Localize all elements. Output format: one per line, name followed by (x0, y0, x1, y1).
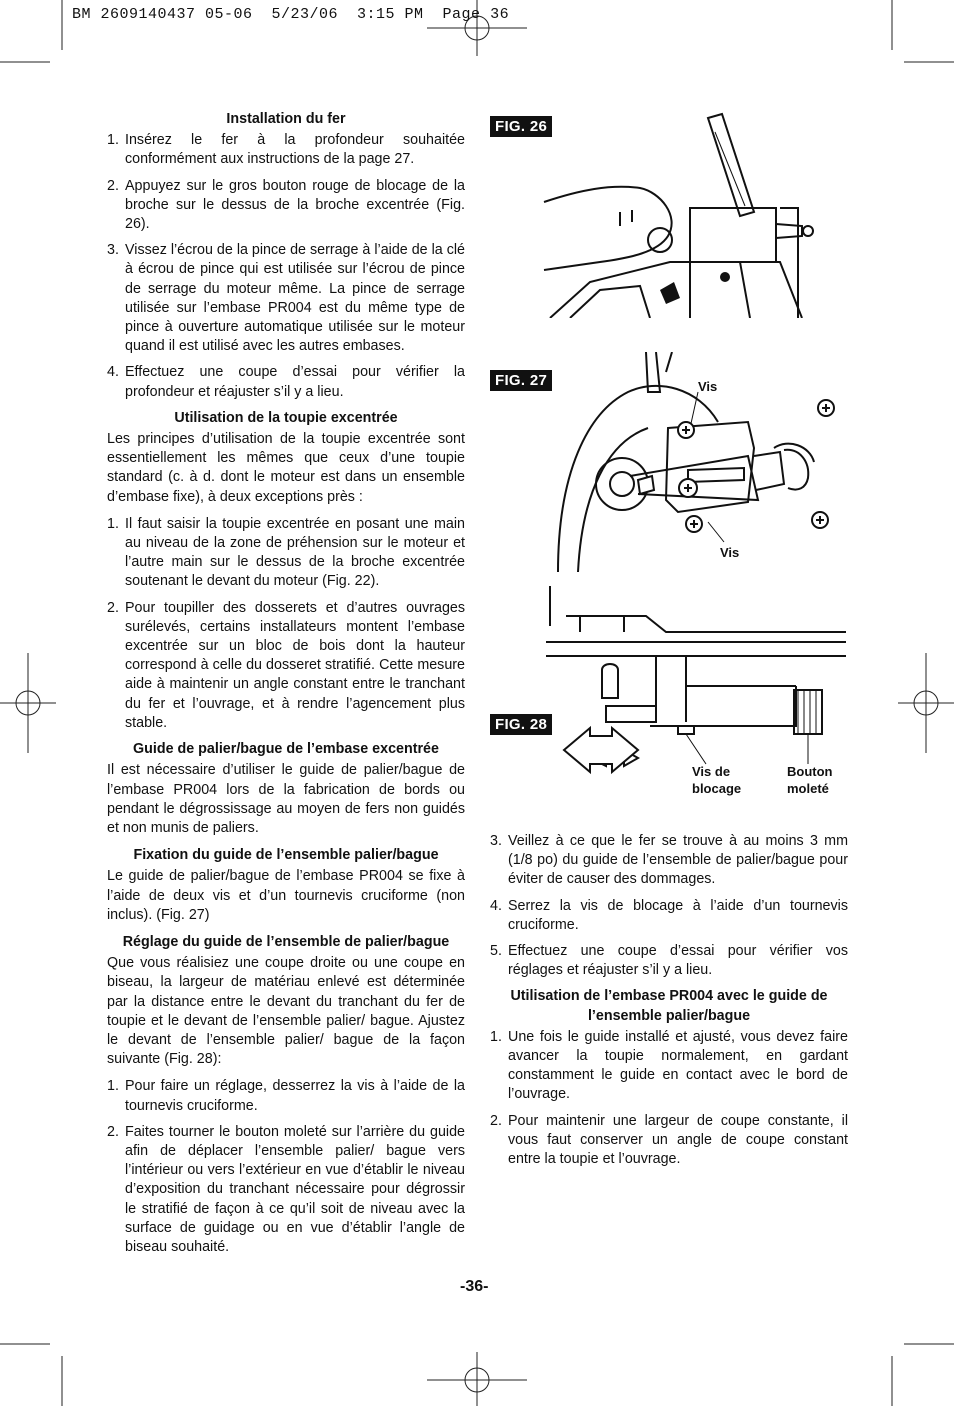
right-column (490, 832, 848, 1176)
list-item: 4. Serrez la vis de blocage à l’aide d’un tournevis cruciforme. (490, 897, 848, 933)
paragraph-reglage-intro: Que vous réalisiez une coupe droite ou une coupe en biseau, la largeur de matériau enlevé est déterminée par la distance entre le devant du tranchant du fer de toupie et le devant de l’ensemble palier/ bague. Ajustez le devant de l’ensemble palier/ bague de la façon suivante (Fig. 28): (107, 955, 465, 1068)
print-slug: BM 2609140437 05-06 5/23/06 3:15 PM Page 36 (72, 6, 510, 23)
fig28-illustration (546, 586, 846, 786)
fig26-illustration (540, 112, 820, 318)
fig26-label: FIG. 26 (490, 116, 552, 137)
list-item: 2. Pour maintenir une largeur de coupe constante, il vous faut conserver un angle de coupe constant entre la toupie et l’ouvrage. (490, 1112, 848, 1168)
list-item: 1. Une fois le guide installé et ajusté, vous devez faire avancer la toupie normalement, en gardant constamment le guide en contact avec le bord de l’ouvrage. (490, 1028, 848, 1103)
page-number: -36- (460, 1278, 489, 1295)
list-item: 5. Effectuez une coupe d’essai pour vérifier vos réglages et réajuster s’il y a lieu. (490, 943, 848, 979)
fig28-callout-bouton-molete: Bouton moleté (787, 764, 833, 796)
list-item: 1. Pour faire un réglage, desserrez la vis à l’aide de la tournevis cruciforme. (107, 1078, 465, 1114)
paragraph-utilisation-intro: Les principes d’utilisation de la toupie excentrée sont essentiellement les mêmes que ceux d’une toupie standard (c. à d. dont le moteur est dans un ensemble d’embase fixe), à deux exceptions près : (107, 431, 465, 505)
fig28-label: FIG. 28 (490, 714, 552, 735)
heading-reglage: Réglage du guide de l’ensemble de palier/bague (122, 933, 450, 950)
list-item: 1. Il faut saisir la toupie excentrée en posant une main au niveau de la zone de préhension sur le moteur et l’autre main sur le dessus de la broche excentrée soutenant le devant du moteur (Fig. 22). (107, 515, 465, 590)
fig27-callout-vis-top: Vis (698, 379, 718, 394)
list-item: 4. Effectuez une coupe d’essai pour vérifier la profondeur et réajuster s’il y a lieu. (107, 364, 465, 400)
list-item: 3. Vissez l’écrou de la pince de serrage à l’aide de la clé à écrou de pince qui est utilisée sur l’écrou de pince de serrage du moteur même. La pince de serrage utilisée sur l’embase PR004 est du même type de pince à ouverture automatique utilisée sur le moteur quand il est utilisé avec les autres embases. (107, 242, 465, 355)
heading-utilisation: Utilisation de la toupie excentrée (174, 409, 398, 426)
heading-fixation: Fixation du guide de l’ensemble palier/bague (133, 847, 439, 864)
list-item: 2. Appuyez sur le gros bouton rouge de blocage de la broche sur le dessus de la broche excentrée (Fig. 26). (107, 177, 465, 233)
fig27-callout-vis-bottom: Vis (720, 545, 740, 560)
paragraph-fixation: Le guide de palier/bague de l’embase PR004 se fixe à l’aide de deux vis et d’un tournevis cruciforme (non inclus). (Fig. 27) (107, 868, 465, 923)
fig28-callout-vis-de-blocage: Vis de blocage (692, 764, 742, 796)
heading-pr004: Utilisation de l’embase PR004 avec le guide de l’ensemble palier/bague (510, 988, 828, 1024)
list-item: 2. Pour toupiller des dosserets et d’autres ouvrages surélevés, certains installateurs montent l’embase excentrée sur un bloc de bois dont la hauteur correspond à celle du dosseret stratifié. Cette mesure aide à maintenir un angle constant entre le tranchant du fer et l’ouvrage, et à rendre l’agencement plus stable. (107, 599, 465, 731)
list-item: 2. Faites tourner le bouton moleté sur l’arrière du guide afin de déplacer l’ensemble palier/ bague vers l’intérieur ou vers l’extérieur en vue d’établir le niveau d’exposition du tranchant nécessaire pour dégrossir le stratifié de façon à ce qu’il soit de niveau avec la surface de guidage ou en vue d’établir l’angle de biseau souhaité. (107, 1123, 465, 1255)
paragraph-guide: Il est nécessaire d’utiliser le guide de palier/bague de l’embase PR004 lors de la fabrication de bords ou pendant le dégrossissage au moyen de fers non guidés et non munis de paliers. (107, 762, 465, 836)
heading-installation: Installation du fer (226, 111, 346, 127)
fig27-label: FIG. 27 (490, 370, 552, 391)
left-column (107, 110, 465, 1264)
list-item: 3. Veillez à ce que le fer se trouve à au moins 3 mm (1/8 po) du guide de l’ensemble de palier/bague pour éviter de causer des dommages. (490, 833, 848, 888)
heading-guide: Guide de palier/bague de l’embase excentrée (133, 741, 439, 758)
list-item: 1. Insérez le fer à la profondeur souhaitée conformément aux instructions de la page 27. (107, 132, 465, 168)
